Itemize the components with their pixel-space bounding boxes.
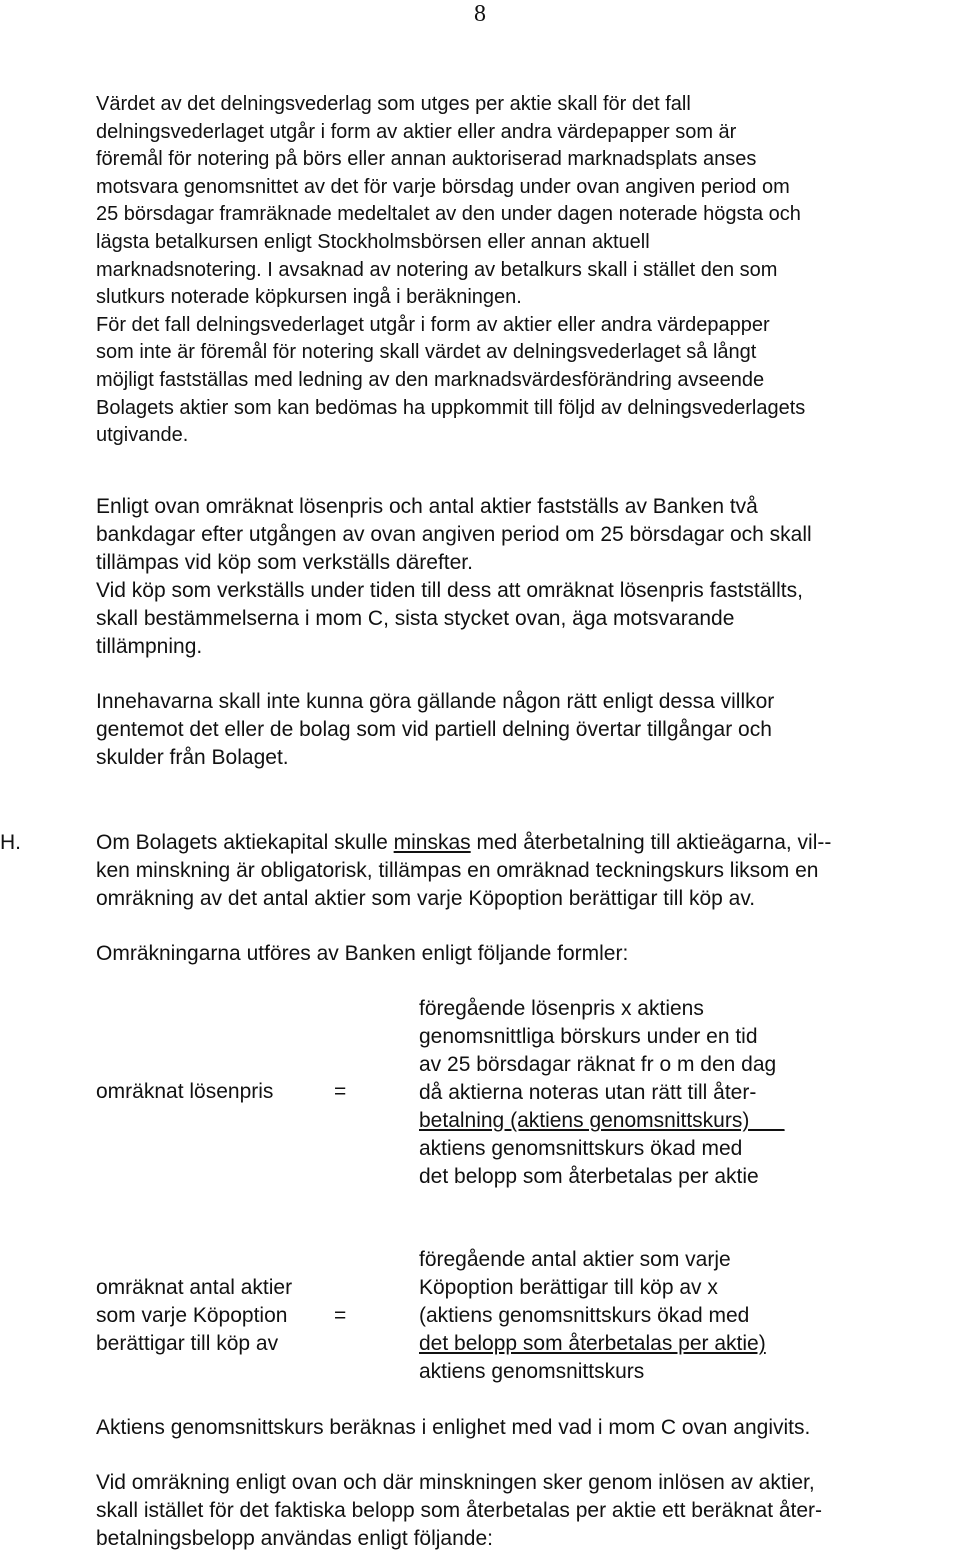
text-line: som varje Köpoption	[96, 1304, 288, 1327]
equals-sign: =	[334, 1304, 347, 1327]
paragraph-inlosen	[96, 1469, 958, 1553]
underlined-word: minskas	[393, 831, 471, 854]
paragraph-omraknat-losenpris	[96, 493, 958, 661]
paragraph-delningsvederlag-value	[96, 91, 958, 450]
text-line: Enligt ovan omräknat lösenpris och antal aktier fastställs av Banken två	[96, 495, 758, 518]
section-h-text	[96, 829, 958, 913]
text-line: Bolagets aktier som kan bedömas ha uppkommit till följd av delningsvederlagets	[96, 396, 806, 419]
numerator-line: föregående antal aktier som varje	[419, 1248, 731, 1271]
paragraph-innehavarna	[96, 688, 958, 772]
text-line: lägsta betalkursen enligt Stockholmsbörsen eller annan aktuell	[96, 230, 650, 253]
denominator-line: aktiens genomsnittskurs ökad med	[419, 1137, 743, 1160]
text-line: som inte är föremål för notering skall värdet av delningsvederlaget så långt	[96, 341, 757, 364]
numerator-line-underlined: betalning (aktiens genomsnittskurs)___	[419, 1109, 785, 1132]
text-line: utgivande.	[96, 424, 189, 447]
text-line: Omräkningarna utföres av Banken enligt följande formler:	[96, 942, 629, 965]
text-line: Värdet av det delningsvederlag som utges per aktie skall för det fall	[96, 93, 691, 115]
text-line: För det fall delningsvederlaget utgår i form av aktier eller andra värdepapper	[96, 313, 770, 336]
text-line: berättigar till köp av	[96, 1332, 279, 1355]
text-line: gentemot det eller de bolag som vid partiell delning övertar tillgångar och	[96, 718, 772, 741]
text-line: Aktiens genomsnittskurs beräknas i enlighet med vad i mom C ovan angivits.	[96, 1416, 811, 1439]
text-line: tillämpning.	[96, 635, 203, 658]
numerator-line: då aktierna noteras utan rätt till åter-	[419, 1081, 757, 1104]
text-line	[96, 829, 958, 857]
text-line: skall istället för det faktiska belopp som återbetalas per aktie ett beräknat åter-	[96, 1499, 823, 1522]
text-line: möjligt fastställas med ledning av den marknadsvärdesförändring avseende	[96, 368, 765, 391]
text-line: omräkning av det antal aktier som varje Köpoption berättigar till köp av.	[96, 887, 756, 910]
text-line: marknadsnotering. I avsaknad av notering av betalkurs skall i stället den som	[96, 258, 778, 281]
equals-sign: =	[334, 1080, 347, 1103]
text-line: 25 börsdagar framräknade medeltalet av den under dagen noterade högsta och	[96, 203, 801, 226]
numerator-line: föregående lösenpris x aktiens	[419, 997, 704, 1020]
text-line: skall bestämmelserna i mom C, sista stycket ovan, äga motsvarande	[96, 607, 735, 630]
denominator-line: det belopp som återbetalas per aktie	[419, 1165, 759, 1188]
numerator-line-underlined: det belopp som återbetalas per aktie)	[419, 1332, 766, 1355]
text-line: betalningsbelopp användas enligt följande:	[96, 1527, 493, 1550]
numerator-line: Köpoption berättigar till köp av x	[419, 1276, 718, 1299]
text-line: Vid köp som verkställs under tiden till dess att omräknat lösenpris fastställts,	[96, 579, 803, 602]
text-line: skulder från Bolaget.	[96, 746, 289, 769]
text-fragment: Om Bolagets aktiekapital skulle	[96, 831, 394, 854]
text-fragment: med återbetalning till aktieägarna, vil--	[470, 831, 832, 854]
text-line: bankdagar efter utgången av ovan angiven period om 25 börsdagar och skall	[96, 523, 812, 546]
section-label: H.	[0, 831, 21, 854]
text-line: Vid omräkning enligt ovan och där minskningen sker genom inlösen av aktier,	[96, 1471, 815, 1494]
numerator-line: genomsnittliga börskurs under en tid	[419, 1025, 758, 1048]
text-line: motsvara genomsnittet av det för varje börsdag under ovan angiven period om	[96, 175, 790, 198]
text-line: slutkurs noterade köpkursen ingå i beräkningen.	[96, 286, 522, 309]
text-line: omräknat lösenpris	[96, 1080, 274, 1103]
numerator-line: av 25 börsdagar räknat fr o m den dag	[419, 1053, 777, 1076]
formula-fraction	[419, 1246, 939, 1386]
text-line: Innehavarna skall inte kunna göra gällande någon rätt enligt dessa villkor	[96, 690, 775, 713]
text-line: delningsvederlaget utgår i form av aktier eller andra värdepapper som är	[96, 120, 737, 143]
text-line: ken minskning är obligatorisk, tillämpas en omräknad teckningskurs liksom en	[96, 859, 819, 882]
denominator-line: aktiens genomsnittskurs	[419, 1360, 645, 1383]
text-line: omräknat antal aktier	[96, 1276, 293, 1299]
paragraph-genomsnittskurs	[96, 1414, 958, 1442]
formula-fraction	[419, 995, 939, 1191]
text-line: tillämpas vid köp som verkställs därefter.	[96, 551, 473, 574]
numerator-line: (aktiens genomsnittskurs ökad med	[419, 1304, 750, 1327]
text-line: föremål för notering på börs eller annan auktoriserad marknadsplats anses	[96, 148, 757, 171]
page-number: 8	[474, 1, 486, 27]
formulas-intro	[96, 940, 958, 968]
